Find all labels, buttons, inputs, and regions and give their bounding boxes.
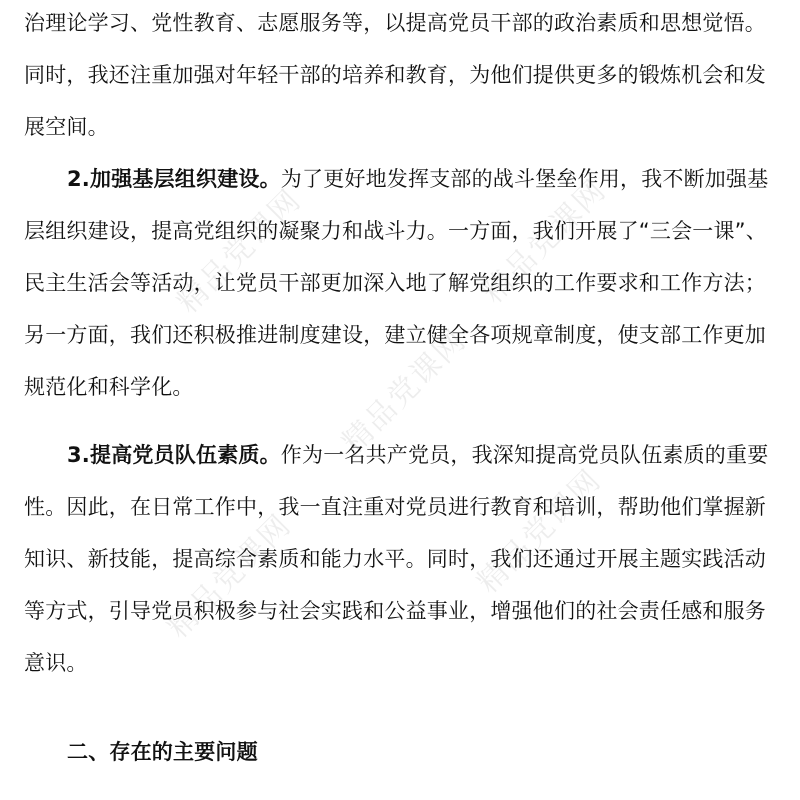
text-line: 性。因此，在日常工作中，我一直注重对党员进行教育和培训，帮助他们掌握新: [24, 495, 766, 519]
text-line: 治理论学习、党性教育、志愿服务等，以提高党员干部的政治素质和思想觉悟。: [24, 11, 766, 35]
watermark: 精品党课网: [335, 322, 474, 461]
text-line: 等方式，引导党员积极参与社会实践和公益事业，增强他们的社会责任感和服务: [24, 599, 766, 623]
section-3-title: 3.提高党员队伍素质。: [67, 443, 281, 467]
text-line: 知识、新技能，提高综合素质和能力水平。同时，我们还通过开展主题实践活动: [24, 547, 766, 571]
watermark: 精品党课网: [160, 507, 299, 646]
text-line: 同时，我还注重加强对年轻干部的培养和教育，为他们提供更多的锻炼机会和发: [24, 63, 766, 87]
text-line: 民主生活会等活动，让党员干部更加深入地了解党组织的工作要求和工作方法；: [24, 271, 766, 295]
text-line: 层组织建设，提高党组织的凝聚力和战斗力。一方面，我们开展了“三会一课”、: [24, 219, 767, 243]
text-line: 规范化和科学化。: [24, 375, 194, 399]
watermark: 精品党课网: [470, 462, 609, 601]
text-line: 展空间。: [24, 115, 109, 139]
watermark: 精品党课网: [475, 172, 614, 311]
section-2-first-line: [67, 164, 768, 194]
section-3-first-line: [67, 440, 768, 470]
text-line: 另一方面，我们还积极推进制度建设，建立健全各项规章制度，使支部工作更加: [24, 323, 766, 347]
section-2-title: 2.加强基层组织建设。: [67, 167, 281, 191]
section-2-text: 为了更好地发挥支部的战斗堡垒作用，我不断加强基: [280, 167, 769, 191]
text-line: 意识。: [24, 651, 88, 675]
section-heading-problems: 二、存在的主要问题: [67, 740, 258, 764]
section-3-text: 作为一名共产党员，我深知提高党员队伍素质的重要: [280, 443, 769, 467]
watermark: 精品党课网: [170, 182, 309, 321]
